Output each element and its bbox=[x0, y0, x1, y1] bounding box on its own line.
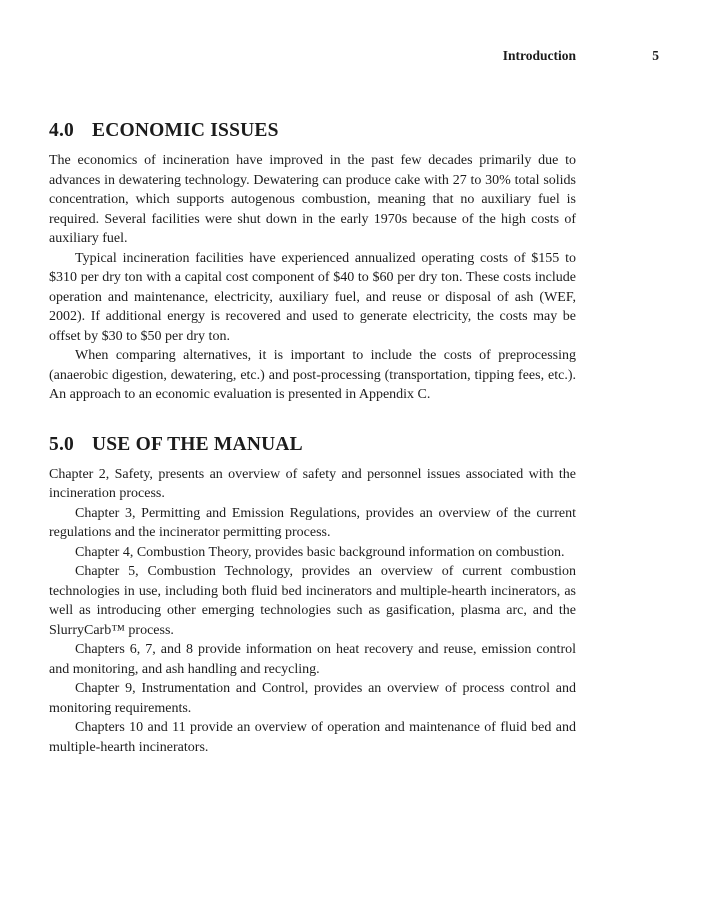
section-heading-economic-issues bbox=[49, 120, 576, 142]
paragraph: Chapters 10 and 11 provide an overview of operation and maintenance of fluid bed and multiple-hearth incinerators. bbox=[49, 720, 576, 755]
section-use-of-the-manual bbox=[49, 434, 576, 758]
paragraph: Chapters 6, 7, and 8 provide information on heat recovery and reuse, emission control and monitoring, and ash handling and recycling. bbox=[49, 642, 576, 677]
section-heading-use-of-the-manual bbox=[49, 434, 576, 456]
paragraph: Chapter 4, Combustion Theory, provides basic background information on combustion. bbox=[75, 544, 565, 560]
section-economic-issues bbox=[49, 120, 576, 405]
section-number: 5.0 bbox=[49, 433, 74, 455]
section-title: USE OF THE MANUAL bbox=[91, 433, 303, 455]
section-title: ECONOMIC ISSUES bbox=[91, 120, 279, 141]
paragraph: Chapter 2, Safety, presents an overview of safety and personnel issues associated with the incineration process. bbox=[49, 466, 576, 501]
page-number: 5 bbox=[652, 48, 659, 63]
section-number: 4.0 bbox=[49, 120, 74, 141]
paragraph: Chapter 9, Instrumentation and Control, provides an overview of process control and monitoring requirements. bbox=[49, 681, 576, 716]
page-content bbox=[49, 120, 576, 757]
page-header bbox=[0, 48, 707, 66]
paragraph: When comparing alternatives, it is important to include the costs of preprocessing (anaerobic digestion, dewatering, etc.) and post-processing (transportation, tipping fees, etc.). An approach to an economic evaluation is presented in Appendix C. bbox=[49, 348, 576, 402]
paragraph: Chapter 5, Combustion Technology, provides an overview of current combustion technologies in use, including both fluid bed incinerators and multiple-hearth incinerators, as well as introducing other emerging technologies such as gasification, plasma arc, and the SlurryCarb™ process. bbox=[49, 564, 576, 638]
paragraph: Chapter 3, Permitting and Emission Regulations, provides an overview of the current regulations and the incinerator permitting process. bbox=[49, 505, 576, 540]
paragraph: Typical incineration facilities have experienced annualized operating costs of $155 to $310 per dry ton with a capital cost component of $40 to $60 per dry ton. These costs include operation and maintenance, electricity, auxiliary fuel, and reuse or disposal of ash (WEF, 2002). If additional energy is recovered and used to generate electricity, the costs may be offset by $30 to $50 per dry ton. bbox=[49, 250, 576, 344]
running-title: Introduction bbox=[502, 48, 576, 63]
paragraph: The economics of incineration have improved in the past few decades primarily due to advances in dewatering technology. Dewatering can produce cake with 27 to 30% total solids concentration, which supports autogenous combustion, meaning that no auxiliary fuel is required. Several facilities were shut down in the early 1970s because of the high costs of auxiliary fuel. bbox=[49, 153, 576, 246]
